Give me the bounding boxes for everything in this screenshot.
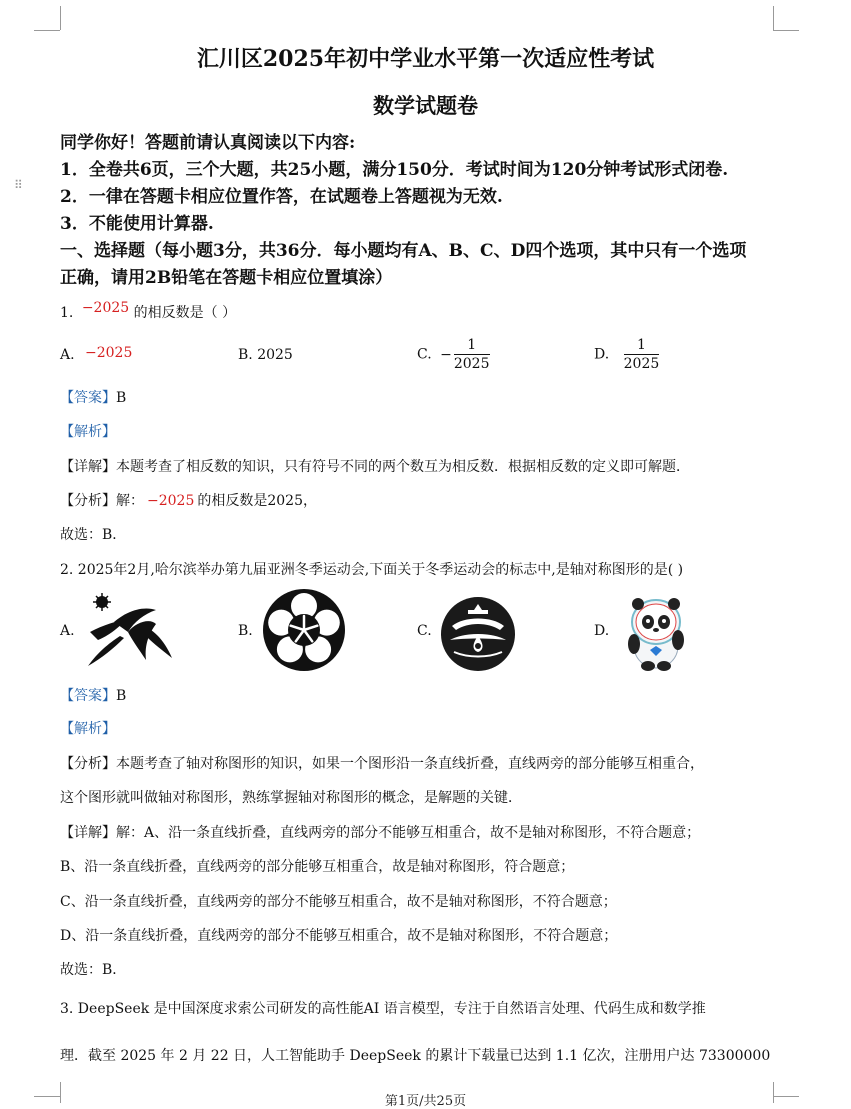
corner-mark-top-right-vertical: [773, 6, 775, 30]
question-3-line-1: 3. DeepSeek 是中国深度求索公司研发的高性能AI 语言模型，专注于自然语言处理、代码生成和数学推: [60, 1001, 706, 1017]
fraction: [454, 336, 490, 373]
answer-tag: 【答案】: [60, 390, 116, 406]
section-heading-line-1: 一、选择题（每小题3分，共36分．每小题均有A、B、C、D四个选项，其中只有一个选项: [60, 241, 747, 261]
detail-text: 【详解】本题考查了相反数的知识，只有符号不同的两个数互为相反数．根据相反数的定义即可解题．: [60, 459, 690, 475]
option-b: B. 2025: [238, 347, 293, 363]
fraction: [624, 336, 660, 373]
fenxi-suffix: 的相反数是2025，: [197, 493, 317, 509]
choose-line: 故选：B．: [60, 527, 127, 543]
athlete-logo-icon: [84, 592, 176, 670]
option-c-label: C.: [417, 623, 432, 639]
question-number: 1.: [60, 305, 74, 321]
instruction-item-3: 3．不能使用计算器.: [60, 214, 214, 234]
question-3-line-2: 理．截至 2025 年 2 月 22 日，人工智能助手 DeepSeek 的累计下载量已达到 1.1 亿次，注册用户达 73300000: [60, 1048, 771, 1064]
drag-handle-icon[interactable]: ⠿: [14, 178, 24, 192]
section-heading-line-2: 正确，请用2B铅笔在答题卡相应位置填涂）: [60, 268, 393, 288]
minus-sign: −: [440, 346, 452, 363]
question-text: 的相反数是（ ）: [133, 305, 237, 321]
detail-line-3: C、沿一条直线折叠，直线两旁的部分不能够互相重合，故不是轴对称图形，不符合题意；: [60, 894, 617, 910]
question-2-stem: 2. 2025年2月,哈尔滨举办第九届亚洲冬季运动会,下面关于冬季运动会的标志中,是轴对称图形的是( ): [60, 562, 684, 578]
detail-line-1: 【详解】解：A、沿一条直线折叠，直线两旁的部分不能够互相重合，故不是轴对称图形，不符合题意；: [60, 825, 701, 841]
answer-line: [60, 685, 126, 705]
answer-tag: 【答案】: [60, 688, 116, 704]
fenxi-line-2: 这个图形就叫做轴对称图形，熟练掌握轴对称图形的概念，是解题的关键．: [60, 790, 522, 806]
page-footer: 第1页/共25页: [384, 1094, 467, 1109]
option-value: −2025: [85, 345, 133, 361]
option-a-label: A.: [60, 623, 75, 639]
math-expression: −2025: [81, 300, 130, 316]
corner-mark-top-right: [773, 30, 799, 32]
detail-line-2: B、沿一条直线折叠，直线两旁的部分能够互相重合，故是轴对称图形，符合题意；: [60, 859, 575, 875]
answer-value: B: [116, 390, 127, 406]
building-logo-icon: [440, 596, 516, 672]
instruction-item-2: 2．一律在答题卡相应位置作答，在试题卷上答题视为无效.: [60, 187, 503, 207]
option-label: C.: [417, 346, 432, 363]
analysis-tag: 【解析】: [60, 721, 116, 737]
fraction-denominator: 2025: [453, 356, 490, 372]
analysis-tag: 【解析】: [60, 424, 116, 440]
corner-mark-top-left: [34, 30, 60, 32]
option-d-label: D.: [594, 623, 610, 639]
page-subtitle: 数学试题卷: [373, 93, 478, 118]
question-1-stem: [60, 302, 236, 322]
page-title: 汇川区2025年初中学业水平第一次适应性考试: [196, 46, 655, 72]
fraction-denominator: 2025: [623, 356, 660, 372]
option-d: [594, 336, 659, 373]
choose-line: 故选：B．: [60, 962, 127, 978]
option-label: D.: [594, 346, 610, 363]
fenxi-line-1: 【分析】本题考查了轴对称图形的知识，如果一个图形沿一条直线折叠，直线两旁的部分能够互相重合，: [60, 756, 704, 772]
panda-mascot-icon: [616, 592, 696, 672]
instruction-item-1: 1．全卷共6页，三个大题，共25小题，满分150分．考试时间为120分钟考试形式闭卷.: [60, 160, 729, 180]
math-expression: −2025: [147, 493, 195, 509]
option-c: [417, 336, 490, 373]
option-b-label: B.: [238, 623, 253, 639]
fraction-numerator: 1: [454, 336, 490, 355]
fraction-numerator: 1: [624, 336, 660, 355]
fenxi-prefix: 【分析】解：: [60, 493, 144, 509]
detail-line-4: D、沿一条直线折叠，直线两旁的部分不能够互相重合，故不是轴对称图形，不符合题意；: [60, 928, 618, 944]
answer-line: [60, 387, 126, 407]
instructions-intro: 同学你好！答题前请认真阅读以下内容:: [60, 133, 356, 153]
answer-value: B: [116, 688, 127, 704]
corner-mark-top-left-vertical: [60, 6, 62, 30]
fenxi-line: [60, 490, 317, 510]
flower-logo-icon: [262, 588, 346, 672]
option-a: [60, 347, 132, 363]
option-label: A.: [60, 347, 75, 363]
